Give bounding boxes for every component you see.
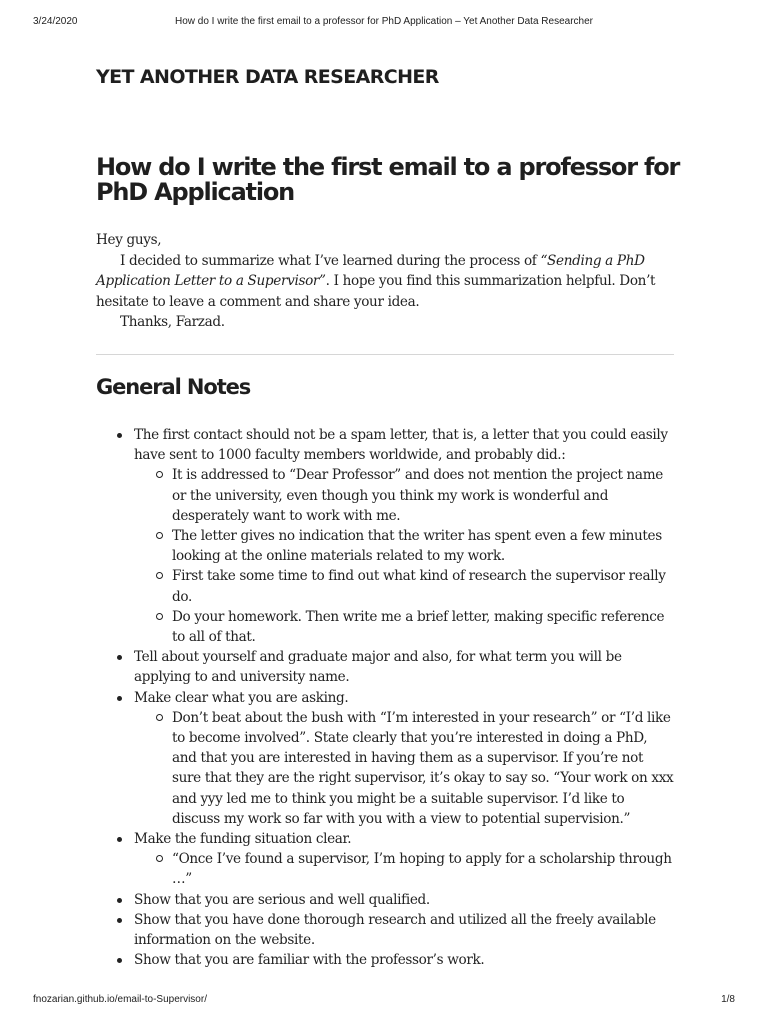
- list-item-text: Make clear what you are asking.: [134, 689, 349, 706]
- sub-list-item: It is addressed to “Dear Professor” and does not mention the project name or the university, even though you think my work is wonderful and desperately want to work with me.: [172, 465, 674, 526]
- section-divider: [96, 354, 674, 355]
- list-item: Show that you have done thorough research and utilized all the freely available information on the website.: [134, 910, 674, 950]
- intro-paragraph: [96, 251, 676, 313]
- list-item: [134, 425, 674, 647]
- page-number: 1/8: [721, 994, 735, 1005]
- intro-text-before: I decided to summarize what I’ve learned during the process of: [120, 252, 541, 269]
- sub-list-item: First take some time to find out what kind of research the supervisor really do.: [172, 566, 674, 606]
- post-title: How do I write the first email to a professor for PhD Application: [96, 153, 680, 206]
- list-item: Tell about yourself and graduate major and also, for what term you will be applying to and university name.: [134, 647, 674, 687]
- post-intro: [96, 230, 676, 333]
- print-footer: [33, 994, 735, 1008]
- list-item: [134, 829, 674, 890]
- sub-list-item: “Once I’ve found a supervisor, I’m hoping to apply for a scholarship through …”: [172, 849, 674, 889]
- sub-list: [134, 465, 674, 647]
- list-item: Show that you are serious and well qualified.: [134, 890, 674, 910]
- general-notes-list: [134, 425, 674, 970]
- sub-list: [134, 708, 674, 829]
- section-title: General Notes: [96, 375, 251, 399]
- print-date: 3/24/2020: [33, 16, 78, 27]
- intro-greeting: Hey guys,: [96, 232, 162, 248]
- list-item-text: The first contact should not be a spam letter, that is, a letter that you could easily have sent to 1000 faculty members worldwide, and probably did.:: [134, 427, 668, 464]
- list-item-text: Make the funding situation clear.: [134, 831, 352, 848]
- print-header: [33, 16, 735, 30]
- intro-text-after: . I hope you find this summarization helpful. Don’t hesitate to leave a comment and share your idea.: [96, 273, 656, 310]
- sub-list-item: Do your homework. Then write me a brief letter, making specific reference to all of that.: [172, 607, 674, 647]
- intro-quote: “Sending a PhD Application Letter to a Supervisor”: [96, 252, 645, 289]
- list-item: Show that you are familiar with the professor’s work.: [134, 950, 674, 970]
- sub-list-item: The letter gives no indication that the writer has spent even a few minutes looking at the online materials related to my work.: [172, 526, 674, 566]
- list-item: [134, 688, 674, 829]
- site-title-link[interactable]: YET ANOTHER DATA RESEARCHER: [96, 66, 439, 88]
- print-url: fnozarian.github.io/email-to-Supervisor/: [33, 994, 207, 1005]
- intro-signoff: Thanks, Farzad.: [120, 314, 225, 330]
- print-document-title: How do I write the first email to a professor for PhD Application – Yet Another Data Researcher: [175, 16, 593, 27]
- sub-list: [134, 849, 674, 889]
- sub-list-item: Don’t beat about the bush with “I’m interested in your research” or “I’d like to become involved”. State clearly that you’re interested in doing a PhD, and that you are interested in having them as a supervisor. If you’re not sure that they are the right supervisor, it’s okay to say so. “Your work on xxx and yyy led me to think you might be a suitable supervisor. I’d like to discuss my work so far with you with a view to potential supervision.”: [172, 708, 674, 829]
